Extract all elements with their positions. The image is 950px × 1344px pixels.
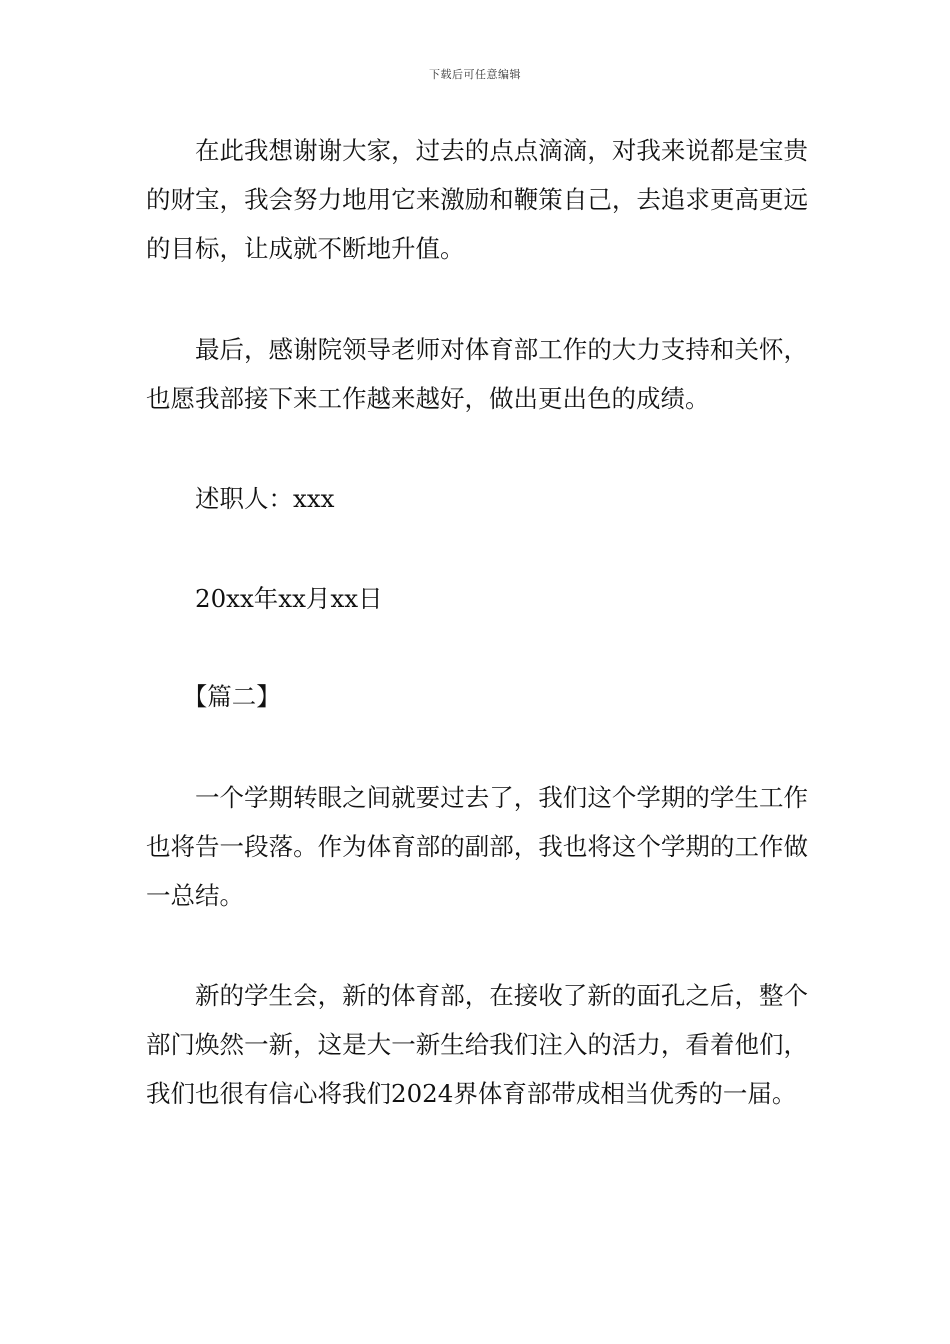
page-header-note: 下载后可任意编辑 bbox=[429, 68, 521, 81]
paragraph-thanks: 在此我想谢谢大家，过去的点点滴滴，对我来说都是宝贵的财宝，我会努力地用它来激励和鞭策自己，去追求更高更远的目标，让成就不断地升值。 bbox=[146, 136, 808, 263]
section-heading: 【篇二】 bbox=[182, 682, 281, 711]
signer-line: 述职人：xxx bbox=[195, 484, 335, 513]
paragraph-new-department: 新的学生会，新的体育部，在接收了新的面孔之后，整个部门焕然一新，这是大一新生给我们注入的活力，看着他们，我们也很有信心将我们2024界体育部带成相当优秀的一届。 bbox=[146, 981, 808, 1108]
date-line: 20xx年xx月xx日 bbox=[195, 584, 383, 613]
paragraph-gratitude: 最后，感谢院领导老师对体育部工作的大力支持和关怀，也愿我部接下来工作越来越好，做出更出色的成绩。 bbox=[146, 335, 808, 413]
paragraph-semester-summary: 一个学期转眼之间就要过去了，我们这个学期的学生工作也将告一段落。作为体育部的副部，我也将这个学期的工作做一总结。 bbox=[146, 783, 808, 910]
